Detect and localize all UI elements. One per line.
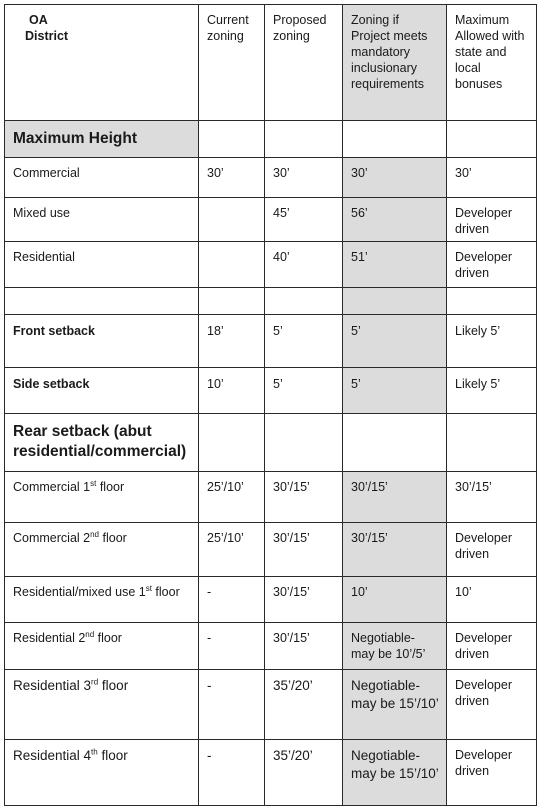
header-maximum-allowed: Maximum Allowed with state and local bonuses <box>447 5 537 121</box>
cell-current: - <box>199 670 265 740</box>
empty-cell <box>199 288 265 315</box>
table-row <box>5 740 537 806</box>
cell-current: - <box>199 577 265 623</box>
cell-current <box>199 242 265 288</box>
cell-maximum: Developer driven <box>447 670 537 740</box>
empty-cell <box>447 121 537 158</box>
cell-maximum: Developer driven <box>447 242 537 288</box>
empty-cell <box>343 121 447 158</box>
cell-proposed: 5’ <box>265 368 343 414</box>
empty-cell <box>343 288 447 315</box>
cell-inclusionary: 30’/15’ <box>343 523 447 577</box>
row-label: Commercial <box>5 158 199 198</box>
cell-inclusionary: Negotiable- may be 15’/10’ <box>343 670 447 740</box>
spacer-row <box>5 288 537 315</box>
row-label: Commercial 1st floor <box>5 472 199 523</box>
table-row <box>5 368 537 414</box>
cell-current: 18’ <box>199 315 265 368</box>
table-row <box>5 670 537 740</box>
table-row <box>5 623 537 670</box>
table-row <box>5 523 537 577</box>
empty-cell <box>265 288 343 315</box>
row-label-side-setback: Side setback <box>5 368 199 414</box>
table-row <box>5 577 537 623</box>
cell-inclusionary: 5’ <box>343 368 447 414</box>
zoning-table <box>4 4 537 806</box>
cell-proposed: 5’ <box>265 315 343 368</box>
empty-cell <box>447 414 537 472</box>
section-row-max-height <box>5 121 537 158</box>
cell-inclusionary: 10’ <box>343 577 447 623</box>
row-label: Mixed use <box>5 198 199 242</box>
cell-maximum: 10’ <box>447 577 537 623</box>
section-row-rear-setback <box>5 414 537 472</box>
row-label: Residential 2nd floor <box>5 623 199 670</box>
row-label: Residential 4th floor <box>5 740 199 806</box>
header-inclusionary-zoning: Zoning if Project meets mandatory inclusionary requirements <box>343 5 447 121</box>
table-row <box>5 472 537 523</box>
empty-cell <box>5 288 199 315</box>
cell-inclusionary: 51’ <box>343 242 447 288</box>
cell-maximum: Developer driven <box>447 740 537 806</box>
empty-cell <box>199 414 265 472</box>
cell-inclusionary: Negotiable- may be 10’/5’ <box>343 623 447 670</box>
cell-maximum: 30’ <box>447 158 537 198</box>
cell-current: - <box>199 740 265 806</box>
row-label-front-setback: Front setback <box>5 315 199 368</box>
cell-proposed: 35’/20’ <box>265 670 343 740</box>
cell-maximum: 30’/15’ <box>447 472 537 523</box>
empty-cell <box>447 288 537 315</box>
cell-proposed: 30’/15’ <box>265 523 343 577</box>
cell-maximum: Likely 5’ <box>447 368 537 414</box>
cell-inclusionary: Negotiable- may be 15’/10’ <box>343 740 447 806</box>
cell-proposed: 45’ <box>265 198 343 242</box>
cell-inclusionary: 30’ <box>343 158 447 198</box>
district-label-line2: District <box>25 29 69 43</box>
cell-maximum: Likely 5’ <box>447 315 537 368</box>
cell-current: 30’ <box>199 158 265 198</box>
empty-cell <box>343 414 447 472</box>
cell-proposed: 40’ <box>265 242 343 288</box>
header-proposed-zoning: Proposed zoning <box>265 5 343 121</box>
cell-inclusionary: 5’ <box>343 315 447 368</box>
cell-current: 25’/10’ <box>199 523 265 577</box>
empty-cell <box>265 121 343 158</box>
table-row <box>5 242 537 288</box>
header-district <box>5 5 199 121</box>
section-title-rear-setback: Rear setback (abut residential/commercial) <box>5 414 199 472</box>
table-row <box>5 198 537 242</box>
cell-proposed: 30’/15’ <box>265 472 343 523</box>
cell-proposed: 30’/15’ <box>265 623 343 670</box>
cell-current <box>199 198 265 242</box>
district-label-line1: OA <box>29 13 48 27</box>
empty-cell <box>265 414 343 472</box>
header-row <box>5 5 537 121</box>
cell-maximum: Developer driven <box>447 523 537 577</box>
row-label: Residential <box>5 242 199 288</box>
cell-proposed: 30’/15’ <box>265 577 343 623</box>
table-row <box>5 158 537 198</box>
empty-cell <box>199 121 265 158</box>
section-title-max-height: Maximum Height <box>5 121 199 158</box>
cell-current: - <box>199 623 265 670</box>
cell-inclusionary: 56’ <box>343 198 447 242</box>
row-label: Residential/mixed use 1st floor <box>5 577 199 623</box>
table-row <box>5 315 537 368</box>
cell-maximum: Developer driven <box>447 198 537 242</box>
cell-maximum: Developer driven <box>447 623 537 670</box>
cell-proposed: 35’/20’ <box>265 740 343 806</box>
row-label: Residential 3rd floor <box>5 670 199 740</box>
row-label: Commercial 2nd floor <box>5 523 199 577</box>
header-current-zoning: Current zoning <box>199 5 265 121</box>
cell-proposed: 30’ <box>265 158 343 198</box>
cell-current: 25’/10’ <box>199 472 265 523</box>
cell-inclusionary: 30’/15’ <box>343 472 447 523</box>
cell-current: 10’ <box>199 368 265 414</box>
